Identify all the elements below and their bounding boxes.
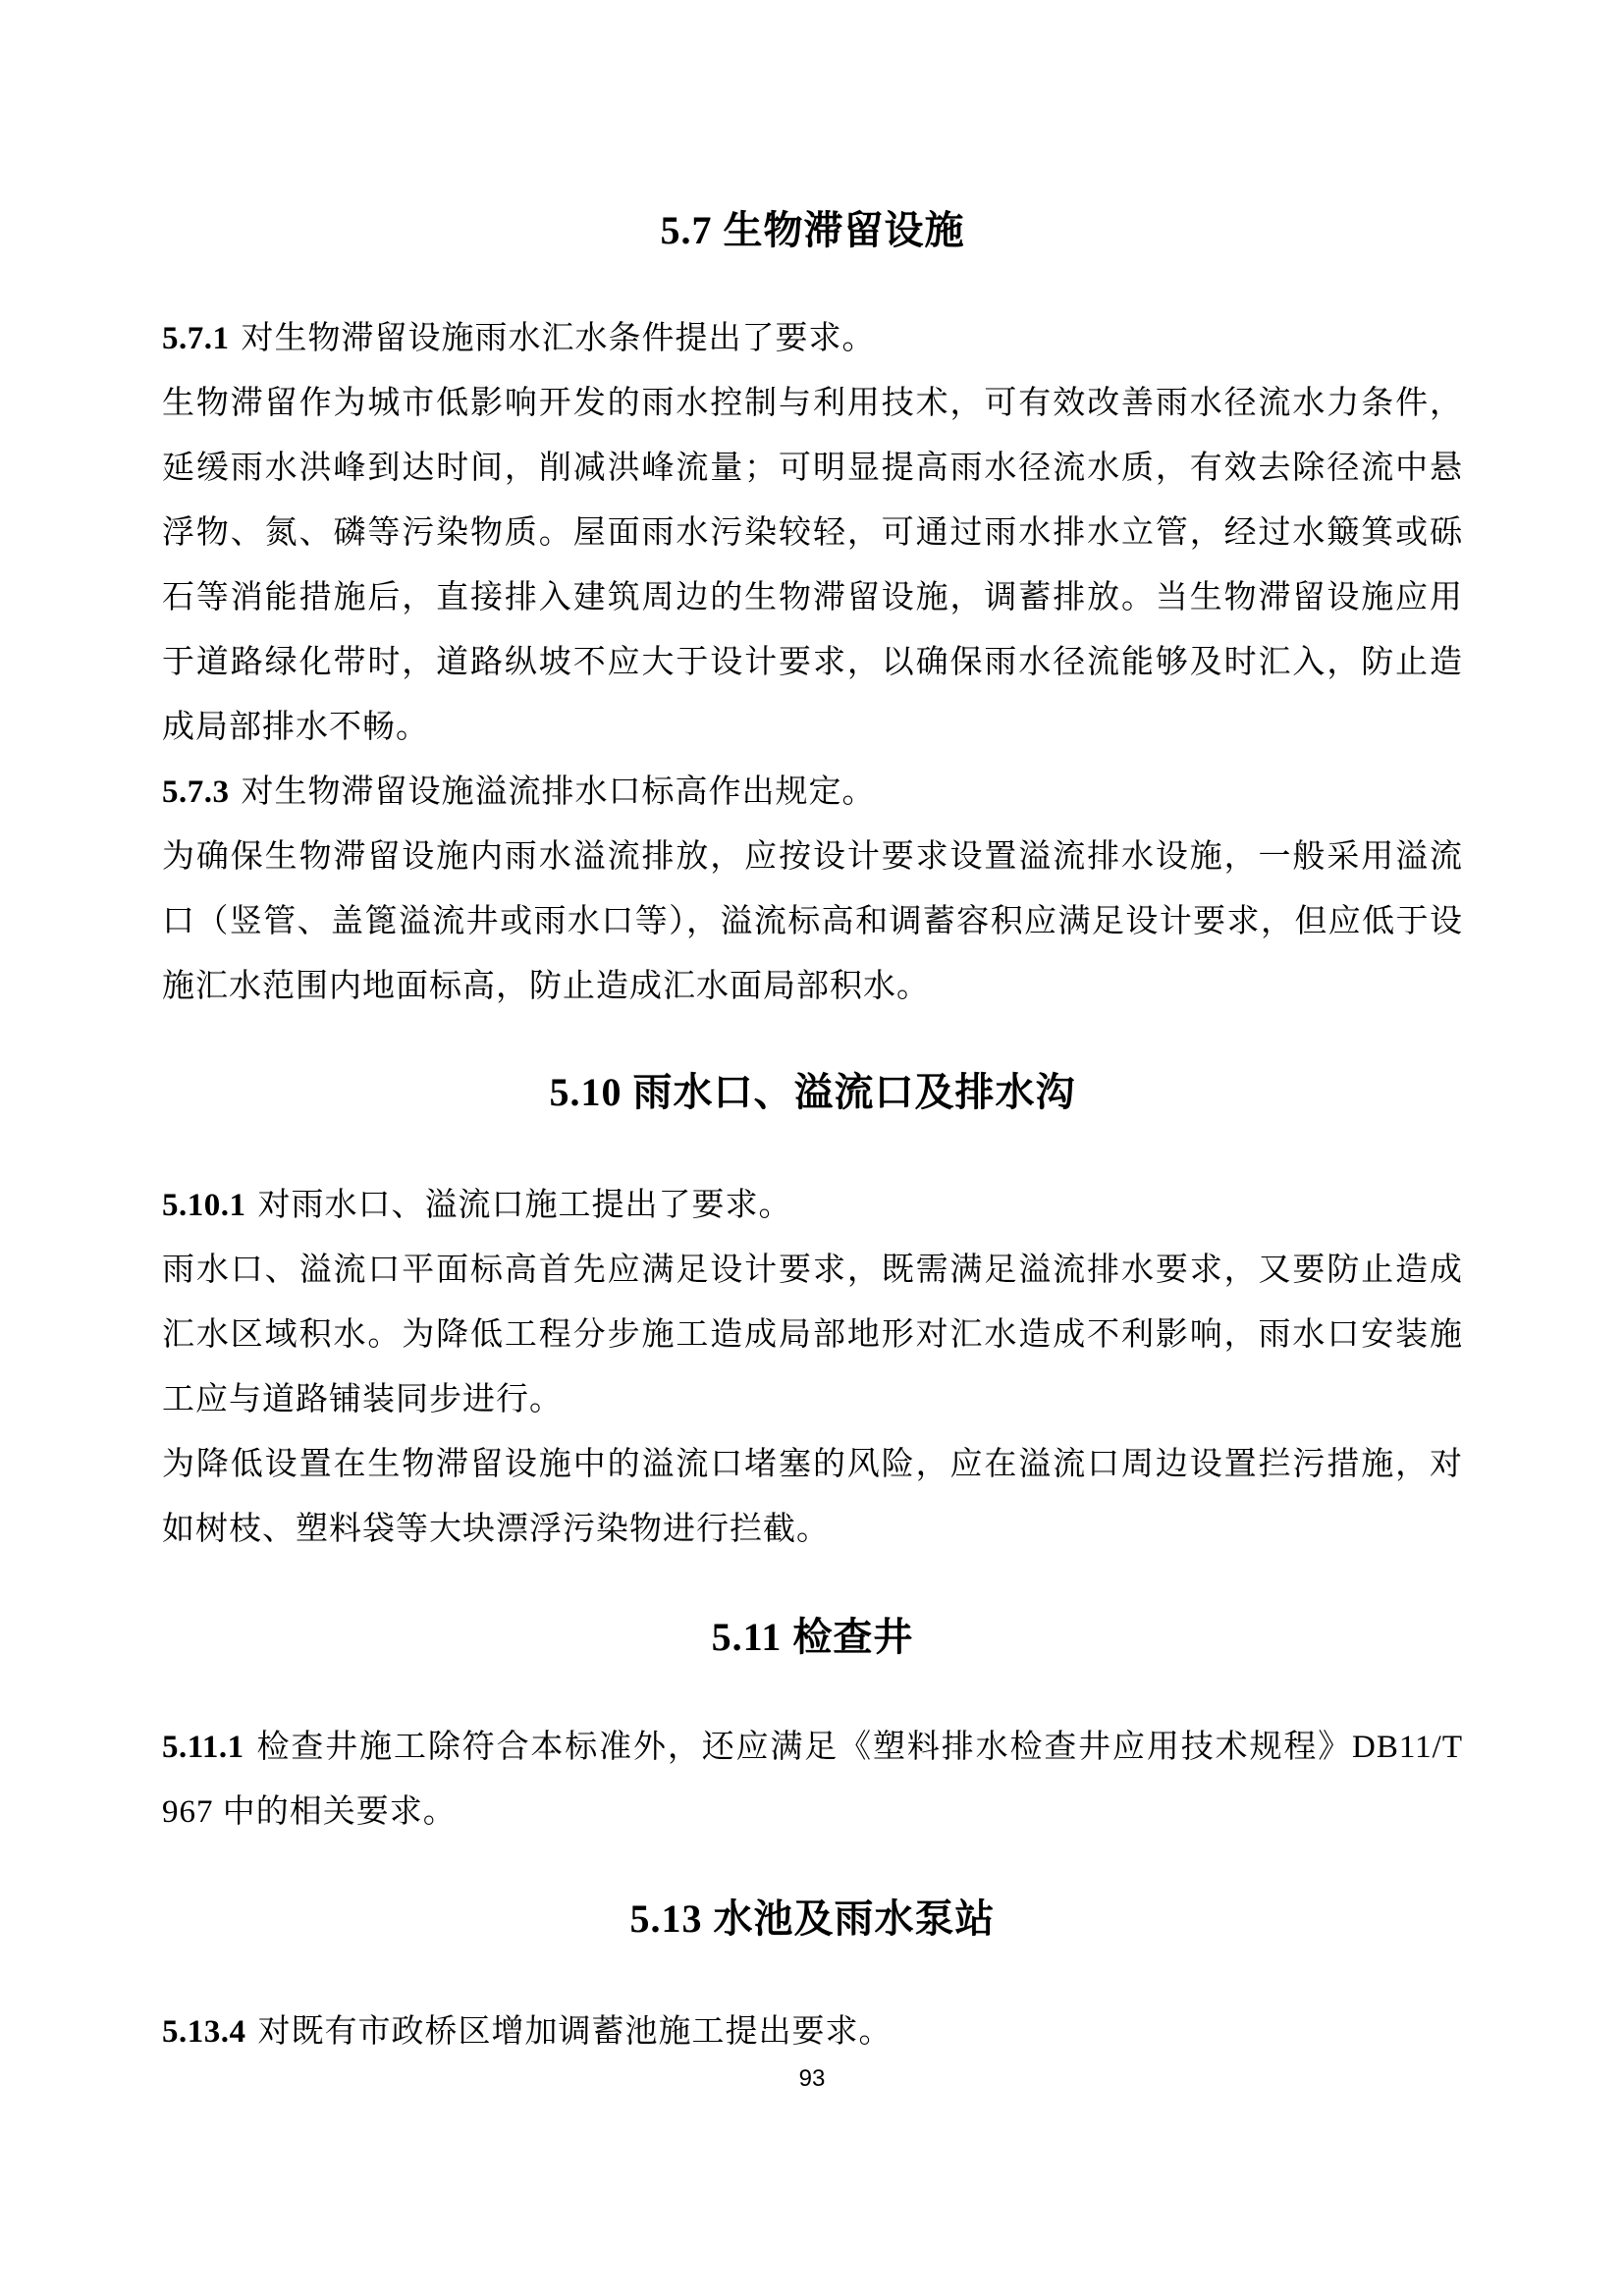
clause-number-5-11-1: 5.11.1: [162, 1730, 244, 1765]
section-heading-5-13: 5.13 水池及雨水泵站: [629, 1896, 996, 1941]
section-heading-5-7: 5.7 生物滞留设施: [660, 208, 965, 252]
clause-number-5-10-1: 5.10.1: [162, 1188, 246, 1223]
text-column: [162, 205, 1463, 2064]
clause-5-13-4: [162, 2000, 1463, 2064]
section-heading-5-11: 5.11 检查井: [711, 1615, 914, 1659]
paragraph-rain-inlet-elevation: 雨水口、溢流口平面标高首先应满足设计要求，既需满足溢流排水要求，又要防止造成汇水区域积水。为降低工程分步施工造成局部地形对汇水造成不利影响，雨水口安装施工应与道路铺装同步进行。: [162, 1253, 1463, 1417]
clause-text-5-13-4: 对既有市政桥区增加调蓄池施工提出要求。: [257, 2014, 893, 2050]
clause-number-5-7-1: 5.7.1: [162, 321, 230, 356]
paragraph-bioretention-explanation: 生物滞留作为城市低影响开发的雨水控制与利用技术，可有效改善雨水径流水力条件，延缓雨水洪峰到达时间，削减洪峰流量；可明显提高雨水径流水质，有效去除径流中悬浮物、氮、磷等污染物质。屋面雨水污染较轻，可通过雨水排水立管，经过水簸箕或砾石等消能措施后，直接排入建筑周边的生物滞留设施，调蓄排放。当生物滞留设施应用于道路绿化带时，道路纵坡不应大于设计要求，以确保雨水径流能够及时汇入，防止造成局部排水不畅。: [162, 386, 1463, 745]
paragraph-overflow-clogging-risk: 为降低设置在生物滞留设施中的溢流口堵塞的风险，应在溢流口周边设置拦污措施，对如树枝、塑料袋等大块漂浮污染物进行拦截。: [162, 1447, 1463, 1547]
clause-5-7-3: [162, 760, 1463, 825]
clause-5-10-1: [162, 1173, 1463, 1238]
page-number: 93: [798, 2065, 826, 2092]
clause-number-5-13-4: 5.13.4: [162, 2014, 246, 2050]
clause-text-5-11-1: 检查井施工除符合本标准外，还应满足《塑料排水检查井应用技术规程》DB11/T 967 中的相关要求。: [162, 1730, 1463, 1830]
clause-text-5-7-3: 对生物滞留设施溢流排水口标高作出规定。: [241, 774, 876, 810]
clause-5-7-1: [162, 306, 1463, 371]
clause-5-11-1: [162, 1715, 1463, 1844]
section-heading-5-10: 5.10 雨水口、溢流口及排水沟: [549, 1070, 1076, 1114]
clause-text-5-7-1: 对生物滞留设施雨水汇水条件提出了要求。: [241, 321, 876, 356]
clause-text-5-10-1: 对雨水口、溢流口施工提出了要求。: [257, 1188, 792, 1223]
clause-number-5-7-3: 5.7.3: [162, 774, 230, 810]
paragraph-overflow-outlet-explanation: 为确保生物滞留设施内雨水溢流排放，应按设计要求设置溢流排水设施，一般采用溢流口（竖管、盖篦溢流井或雨水口等），溢流标高和调蓄容积应满足设计要求，但应低于设施汇水范围内地面标高，防止造成汇水面局部积水。: [162, 839, 1463, 1004]
